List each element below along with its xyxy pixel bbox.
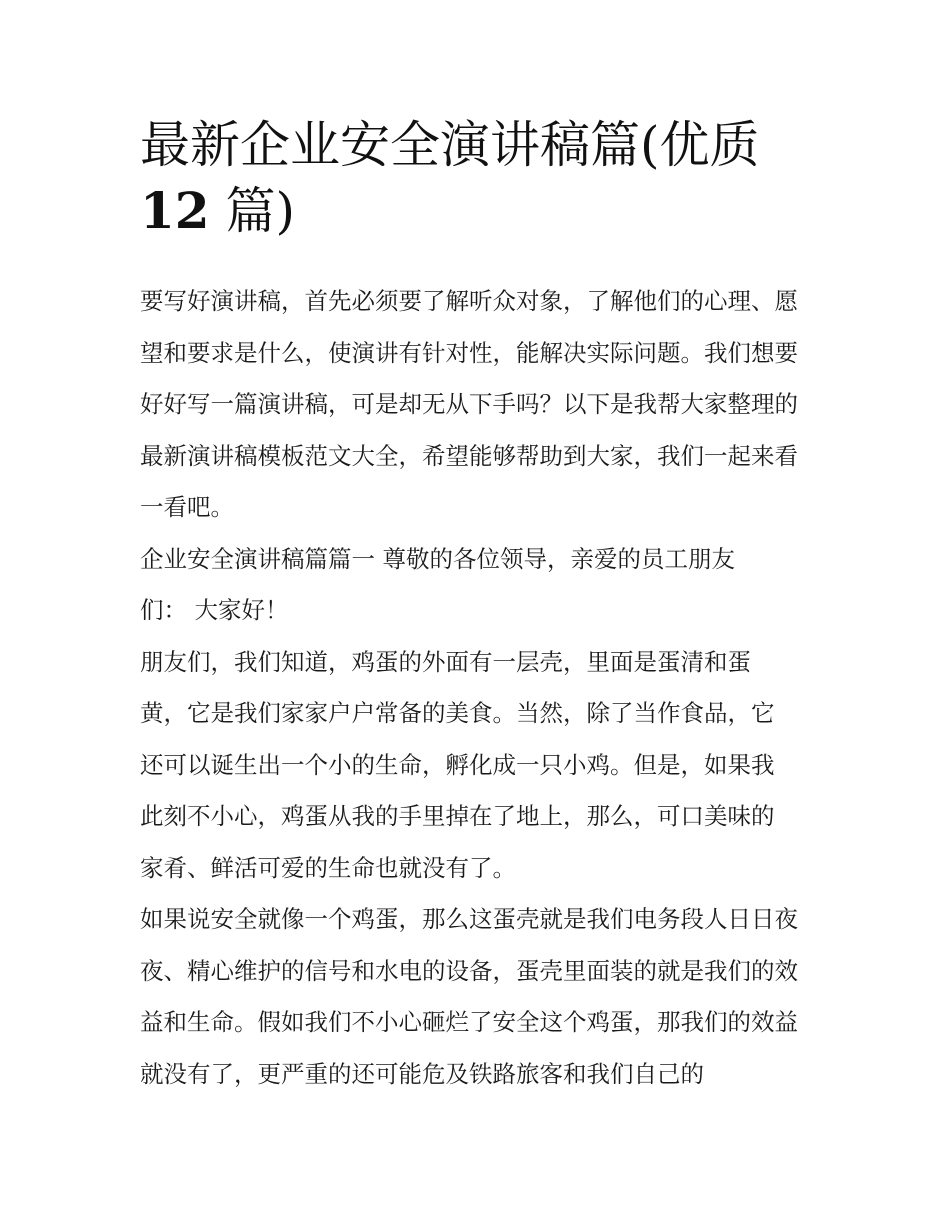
title-line-2: 篇) [225, 182, 296, 240]
title-line-1: 最新企业安全演讲稿篇(优质 [140, 116, 760, 174]
safety-egg-paragraph: 如果说安全就像一个鸡蛋，那么这蛋壳就是我们电务段人日日夜夜、精心维护的信号和水电的设备，蛋壳里面装的就是我们的效益和生命。假如我们不小心砸烂了安全这个鸡蛋，那我们的效益就没有了，更严重的还可能危及铁路旅客和我们自己的 [140, 905, 798, 1088]
speech-heading-paragraph: 企业安全演讲稿篇篇一 尊敬的各位领导，亲爱的员工朋友们： 大家好！ [140, 544, 735, 624]
document-body [140, 276, 820, 1100]
intro-paragraph: 要写好演讲稿，首先必须要了解听众对象，了解他们的心理、愿望和要求是什么，使演讲有针对性，能解决实际问题。我们想要好好写一篇演讲稿，可是却无从下手吗？以下是我帮大家整理的最新演讲稿模板范文大全，希望能够帮助到大家，我们一起来看一看吧。 [140, 287, 798, 521]
title-number: 12 [140, 181, 210, 240]
egg-paragraph: 朋友们，我们知道，鸡蛋的外面有一层壳，里面是蛋清和蛋黄，它是我们家家户户常备的美食。当然，除了当作食品，它还可以诞生出一个小的生命，孵化成一只小鸡。但是，如果我此刻不小心，鸡蛋从我的手里掉在了地上，那么，可口美味的家肴、鲜活可爱的生命也就没有了。 [140, 647, 775, 882]
document-title [140, 112, 820, 244]
